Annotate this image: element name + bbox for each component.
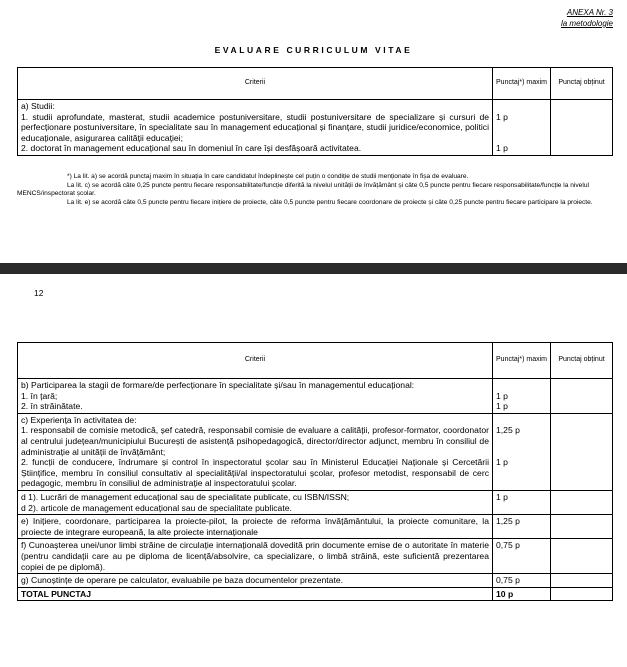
page-number: 12: [34, 288, 44, 298]
criterion-b-item-2: 2. în străinătate.: [21, 401, 83, 412]
criterion-f-points: 0,75 p: [493, 539, 551, 574]
criterion-b-item-1-points: 1 p: [496, 390, 508, 401]
criterion-e-projects: [18, 515, 613, 539]
page-one: [0, 0, 627, 263]
criterion-b-item-1: 1. în țară;: [21, 390, 58, 401]
criterion-g-obtained: [551, 574, 613, 588]
total-obtained: [551, 587, 613, 601]
obtained-score-header: Punctaj obținut: [551, 68, 613, 100]
criterion-d-points: 1 p: [493, 490, 551, 514]
criterion-c-experience: [18, 413, 613, 490]
criterion-f-languages: [18, 539, 613, 574]
criterion-c-points: [493, 413, 551, 490]
criteria-header: Criterii: [18, 68, 493, 100]
criterion-g-computer-skills: [18, 574, 613, 588]
criterion-c-obtained: [551, 413, 613, 490]
criterion-a-item-1: 1. studii aprofundate, masterat, studii academice postuniversitare, studii postuniversitare de specializare și cursuri de perfecționare postuniversitare, în specialitate sau în management educațional și finanțare, studii juridice/economice, politici educaționale, asigurarea calității educației;: [21, 111, 489, 143]
criterion-a-item-1-points: 1 p: [496, 111, 508, 122]
max-score-header-2: Punctaj*) maxim: [493, 343, 551, 379]
annex-number: ANEXA Nr. 3: [566, 8, 613, 17]
criterion-b-heading: b) Participarea la stagii de formare/de perfecționare în specialitate și/sau în managementul educațional:: [21, 380, 415, 390]
criterion-d-obtained: [551, 490, 613, 514]
criterion-g-points: 0,75 p: [493, 574, 551, 588]
criterion-a-item-2-points: 1 p: [496, 143, 508, 154]
evaluation-table-part-1: [17, 67, 613, 156]
annex-reference: [561, 7, 613, 29]
criterion-a-text: [18, 100, 493, 156]
total-row: [18, 587, 613, 601]
criterion-e-text: e) Inițiere, coordonare, participarea la proiecte-pilot, la proiecte de reforma învățământului, la proiecte comunitare, la proiecte de integrare europeană, la alte proiecte internaționale: [18, 515, 493, 539]
total-label: TOTAL PUNCTAJ: [18, 587, 493, 601]
criterion-b-points: [493, 379, 551, 414]
criterion-a-heading: a) Studii:: [21, 101, 55, 111]
criterion-c-item-1: 1. responsabil de comisie metodică, șef catedră, responsabil comisie de evaluare a calității, profesor-formator, coordonator al centrului județean/municipiului București de asistență psihopedagogică, director/director adjunct, membru în consiliul de administrație al unității de învățământ;: [21, 425, 489, 457]
obtained-score-header-2: Punctaj obținut: [551, 343, 613, 379]
criterion-g-text: g) Cunoștințe de operare pe calculator, evaluabile pe baza documentelor prezentate.: [18, 574, 493, 588]
criterion-a-studies: [18, 100, 613, 156]
footnote-3: La lit. e) se acordă câte 0,5 puncte pentru fiecare inițiere de proiecte, câte 0,5 puncte pentru fiecare coordonare de proiecte și câte 0,25 puncte pentru fiecare participare la proiecte.: [67, 198, 593, 206]
criterion-c-heading: c) Experiența în activitatea de:: [21, 414, 137, 425]
criterion-b-obtained: [551, 379, 613, 414]
annex-methodology: la metodologie: [560, 19, 613, 28]
criterion-c-text: [18, 413, 493, 490]
criterion-e-points: 1,25 p: [493, 515, 551, 539]
table-header-row-2: [18, 343, 613, 379]
document-title: EVALUARE CURRICULUM VITAE: [214, 45, 413, 55]
max-score-header: Punctaj*) maxim: [493, 68, 551, 100]
criterion-d-line-1: d 1). Lucrări de management educațional sau de specialitate publicate, cu ISBN/ISSN;: [21, 491, 350, 502]
criterion-c-item-1-points: 1,25 p: [496, 425, 520, 436]
criterion-b-text: [18, 379, 493, 414]
criterion-e-obtained: [551, 515, 613, 539]
criterion-b-item-2-points: 1 p: [496, 401, 508, 412]
footnote-1: *) La lit. a) se acordă punctaj maxim în situația în care candidatul îndeplinește cel puțin o condiție de studii menționate în fișa de evaluare.: [67, 173, 469, 180]
total-points: 10 p: [493, 587, 551, 601]
criterion-b-training: [18, 379, 613, 414]
table-header-row: [18, 68, 613, 100]
evaluation-table-part-2: [17, 342, 613, 601]
criterion-d-text: [18, 490, 493, 514]
criterion-f-text: f) Cunoașterea unei/unor limbi străine de circulație internațională dovedită prin documente emise de o autoritate în materie (pentru candidații care au pe diploma de licență/absolvire, ca specializare, o limbă străină, este suficientă prezentarea copiei de pe diplomă).: [18, 539, 493, 574]
criteria-header-2: Criterii: [18, 343, 493, 379]
footnote-2: La lit. c) se acordă câte 0,25 puncte pentru fiecare responsabilitate/funcție diferită la nivelul unității de învățământ și câte 0,5 puncte pentru fiecare responsabilitate/funcție la nivelul MENCS/inspectorat școlar.: [17, 181, 589, 198]
criterion-d-publications: [18, 490, 613, 514]
criterion-a-obtained: [551, 100, 613, 156]
page-separator: [0, 263, 627, 274]
footnotes: [17, 173, 615, 207]
criterion-a-points: [493, 100, 551, 156]
criterion-a-item-2: 2. doctorat în management educațional sau în domeniul în care își desfășoară activitatea.: [21, 143, 362, 154]
criterion-f-obtained: [551, 539, 613, 574]
criterion-c-item-2: 2. funcții de conducere, îndrumare și control în inspectoratul școlar sau în Ministerul Educației Naționale și Cercetării Științifice, membru în consiliul consultativ al specialității/al inspectoratului școlar, profesor metodist, responsabil de cerc pedagogic, membru în consiliul de administrație al inspectoratului școlar.: [21, 457, 489, 489]
criterion-c-item-2-points: 1 p: [496, 457, 508, 468]
criterion-d-line-2: d 2). articole de management educațional sau de specialitate publicate.: [21, 502, 292, 513]
